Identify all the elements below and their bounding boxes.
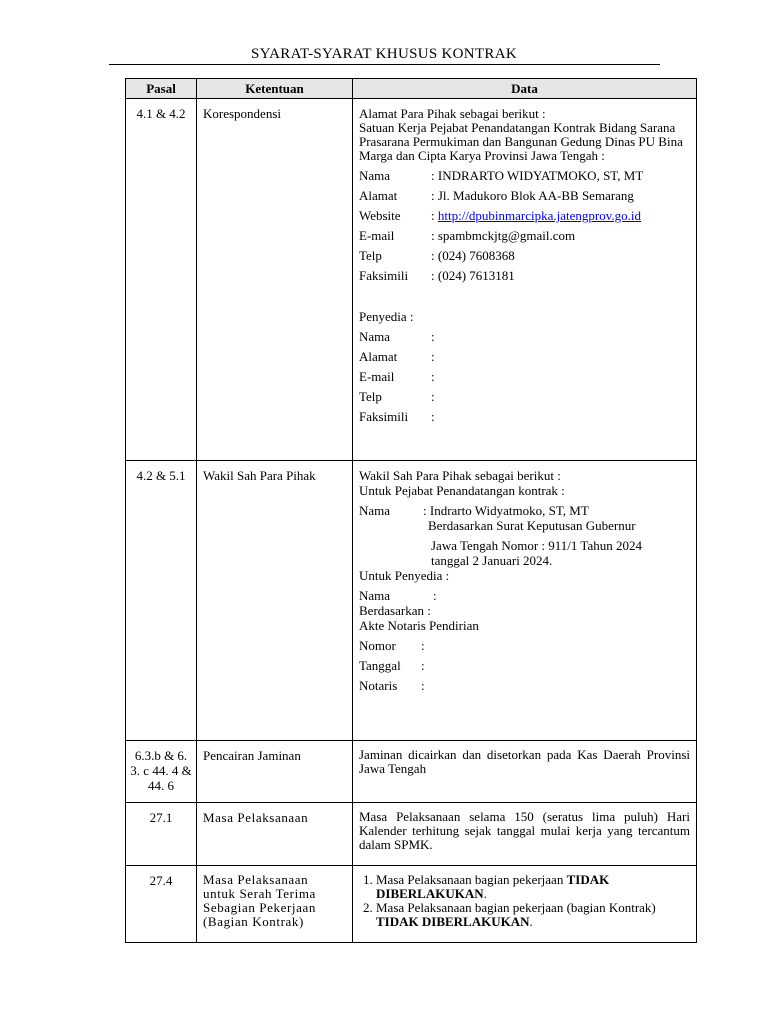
field-value: : Jl. Madukoro Blok AA-BB Semarang	[431, 188, 634, 203]
field-value: : spambmckjtg@gmail.com	[431, 228, 576, 243]
pasal-cell: 27.1	[126, 803, 197, 866]
field-label: Nama	[359, 588, 391, 603]
item-bold: TIDAK DIBERLAKUKAN	[376, 872, 610, 901]
field-value	[431, 208, 690, 223]
ketentuan-cell: Masa Pelaksanaan untuk Serah Terima Sebagian Pekerjaan (Bagian Kontrak)	[197, 866, 353, 943]
table-row-wakil-sah	[126, 461, 697, 741]
field-value: :	[431, 349, 435, 364]
berdasarkan-label: Berdasarkan :	[359, 603, 431, 618]
data-cell	[353, 99, 697, 461]
table-row-pencairan-jaminan	[126, 741, 697, 803]
title-underline	[109, 64, 660, 65]
table-row-serah-terima	[126, 866, 697, 943]
provision-list	[359, 873, 690, 929]
field-value: : (024) 7608368	[431, 248, 515, 263]
penyedia-label: Untuk Penyedia :	[359, 568, 450, 583]
header-data: Data	[353, 79, 697, 99]
ketentuan-cell: Pencairan Jaminan	[197, 741, 353, 803]
penyedia-field-faksimili	[359, 409, 690, 424]
item-bold: TIDAK DIBERLAKUKAN	[376, 914, 530, 929]
field-value: : INDRARTO WIDYATMOKO, ST, MT	[431, 168, 644, 183]
field-label: Telp	[359, 389, 382, 404]
field-alamat	[359, 188, 690, 203]
data-cell: Jaminan dicairkan dan disetorkan pada Kas Daerah Provinsi Jawa Tengah	[353, 741, 697, 803]
field-value: :	[431, 369, 435, 384]
field-label: Alamat	[359, 349, 398, 364]
field-website	[359, 208, 690, 223]
field-label: Faksimili	[359, 268, 409, 283]
penyedia-field-nama	[359, 329, 690, 344]
field-label: Telp	[359, 248, 382, 263]
field-telp	[359, 248, 690, 263]
field-label: Notaris	[359, 678, 398, 693]
akte-label: Akte Notaris Pendirian	[359, 618, 479, 633]
data-cell	[353, 866, 697, 943]
field-faksimili	[359, 268, 690, 283]
field-label: Faksimili	[359, 409, 409, 424]
field-label: Website	[359, 208, 401, 223]
penyedia-field-telp	[359, 389, 690, 404]
header-pasal: Pasal	[126, 79, 197, 99]
penyedia-field-email	[359, 369, 690, 384]
list-item	[376, 873, 690, 901]
field-value: :	[433, 588, 437, 603]
field-value: :	[421, 658, 425, 673]
ketentuan-cell: Wakil Sah Para Pihak	[197, 461, 353, 741]
pasal-cell: 6.3.b & 6. 3. c 44. 4 & 44. 6	[126, 741, 197, 803]
item-end: .	[483, 886, 487, 901]
field-label: E-mail	[359, 369, 395, 384]
field-label: Nomor	[359, 638, 396, 653]
table-row-masa-pelaksanaan	[126, 803, 697, 866]
field-value: :	[431, 389, 435, 404]
akte-field-notaris	[359, 678, 690, 693]
field-value: : Indrarto Widyatmoko, ST, MT	[423, 503, 589, 518]
table-row-korespondensi	[126, 99, 697, 461]
satker-text: Satuan Kerja Pejabat Penandatangan Kontrak Bidang Sarana Prasarana Permukiman dan Bangunan Gedung Dinas PU Bina Marga dan Cipta Karya Provinsi Jawa Tengah :	[359, 120, 683, 163]
field-value: :	[431, 329, 435, 344]
ketentuan-cell: Masa Pelaksanaan	[197, 803, 353, 866]
pasal-cell: 4.1 & 4.2	[126, 99, 197, 461]
field-value: :	[431, 409, 435, 424]
data-cell	[353, 461, 697, 741]
pasal-cell: 4.2 & 5.1	[126, 461, 197, 741]
header-ketentuan: Ketentuan	[197, 79, 353, 99]
item-text: Masa Pelaksanaan bagian pekerjaan (bagian Kontrak)	[376, 900, 656, 915]
field-nama	[359, 168, 690, 183]
pasal-cell: 27.4	[126, 866, 197, 943]
contract-table	[125, 78, 697, 943]
item-text: Masa Pelaksanaan bagian pekerjaan	[376, 872, 567, 887]
table-header-row	[126, 79, 697, 99]
penyedia-field-nama	[359, 588, 690, 603]
akte-field-tanggal	[359, 658, 690, 673]
decree-line-1: Berdasarkan Surat Keputusan Gubernur	[428, 518, 636, 533]
decree-line-2: Jawa Tengah Nomor : 911/1 Tahun 2024 tanggal 2 Januari 2024.	[431, 538, 642, 568]
wakil-intro: Wakil Sah Para Pihak sebagai berikut :	[359, 468, 561, 483]
field-value: :	[421, 678, 425, 693]
website-link[interactable]: http://dpubinmarcipka.jatengprov.go.id	[437, 208, 642, 223]
field-label: E-mail	[359, 228, 395, 243]
document-title: SYARAT-SYARAT KHUSUS KONTRAK	[251, 46, 517, 62]
akte-field-nomor	[359, 638, 690, 653]
website-separator: :	[431, 208, 438, 223]
field-label: Nama	[359, 329, 391, 344]
data-cell: Masa Pelaksanaan selama 150 (seratus lima puluh) Hari Kalender terhitung sejak tanggal mulai kerja yang tercantum dalam SPMK.	[353, 803, 697, 866]
field-value: :	[421, 638, 425, 653]
ketentuan-cell: Korespondensi	[197, 99, 353, 461]
penyedia-field-alamat	[359, 349, 690, 364]
penyedia-label: Penyedia :	[359, 309, 414, 324]
field-label: Nama	[359, 168, 391, 183]
field-value: : (024) 7613181	[431, 268, 515, 283]
list-item	[376, 901, 690, 929]
field-label: Tanggal	[359, 658, 401, 673]
address-intro: Alamat Para Pihak sebagai berikut :	[359, 106, 546, 121]
field-email	[359, 228, 690, 243]
field-label: Alamat	[359, 188, 398, 203]
ppk-field-nama	[359, 503, 690, 518]
item-end: .	[529, 914, 533, 929]
field-label: Nama	[359, 503, 391, 518]
ppk-label: Untuk Pejabat Penandatangan kontrak :	[359, 483, 565, 498]
